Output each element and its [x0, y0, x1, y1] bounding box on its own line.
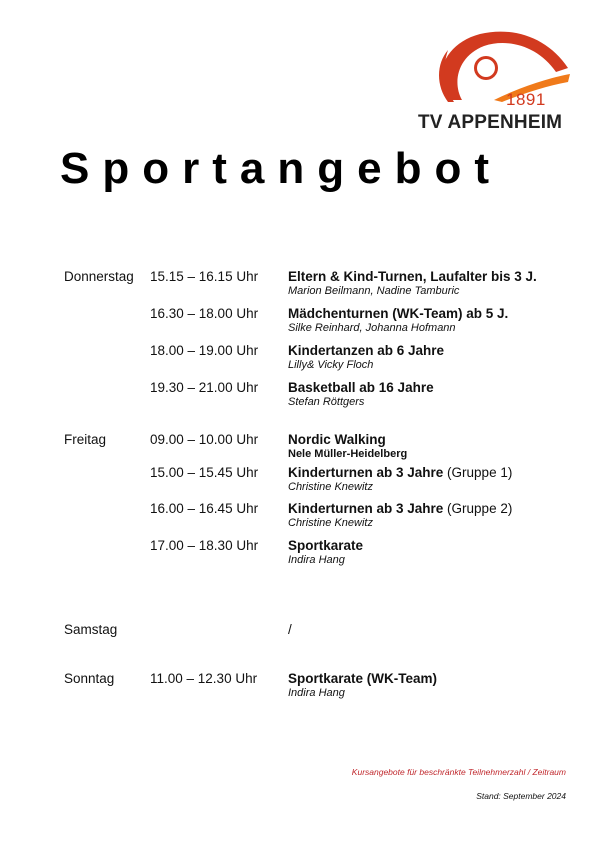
entry-course: Mädchenturnen (WK-Team) ab 5 J.	[288, 306, 509, 321]
entry-time: 16.30 – 18.00 Uhr	[150, 306, 259, 321]
day-label-freitag: Freitag	[64, 432, 107, 447]
entry-trainer: Silke Reinhard, Johanna Hofmann	[288, 322, 456, 334]
footer-stand-date: Stand: September 2024	[476, 791, 566, 801]
day-label-sonntag: Sonntag	[64, 671, 115, 686]
schedule-entry	[150, 380, 580, 414]
day-label-samstag: Samstag	[64, 622, 118, 637]
entry-time: 11.00 – 12.30 Uhr	[150, 671, 258, 686]
logo-year: 1891	[506, 90, 546, 109]
entry-course: Sportkarate (WK-Team)	[288, 671, 438, 686]
schedule-entry	[150, 671, 580, 705]
schedule-entry	[150, 538, 580, 572]
entry-course: Eltern & Kind-Turnen, Laufalter bis 3 J.	[288, 269, 537, 284]
logo-club-name: TV APPENHEIM	[418, 112, 563, 133]
footer-note: Kursangebote für beschränkte Teilnehmerzahl / Zeitraum	[351, 767, 566, 777]
entry-course: Kinderturnen ab 3 Jahre (Gruppe 1)	[288, 465, 513, 480]
logo-swoosh-icon	[418, 28, 578, 112]
entry-time: 09.00 – 10.00 Uhr	[150, 432, 259, 447]
entry-trainer: Stefan Röttgers	[288, 396, 365, 408]
entry-course: Basketball ab 16 Jahre	[288, 380, 434, 395]
entry-trainer: Christine Knewitz	[288, 517, 373, 529]
entry-trainer: Indira Hang	[288, 687, 345, 699]
entry-trainer: Christine Knewitz	[288, 481, 373, 493]
schedule-entry	[150, 465, 580, 499]
schedule-entry	[150, 432, 580, 466]
schedule-entry	[150, 501, 580, 535]
no-offer-marker: /	[288, 622, 292, 637]
schedule-entry	[150, 343, 580, 377]
entry-course: Kinderturnen ab 3 Jahre (Gruppe 2)	[288, 501, 513, 516]
entry-time: 19.30 – 21.00 Uhr	[150, 380, 259, 395]
day-label-donnerstag: Donnerstag	[64, 269, 134, 284]
entry-trainer: Marion Beilmann, Nadine Tamburic	[288, 285, 460, 297]
entry-course: Sportkarate	[288, 538, 364, 553]
schedule-entry	[150, 306, 580, 340]
entry-course: Kindertanzen ab 6 Jahre	[288, 343, 445, 358]
entry-trainer: Nele Müller-Heidelberg	[288, 448, 408, 460]
entry-time: 18.00 – 19.00 Uhr	[150, 343, 259, 358]
page-title: Sportangebot	[60, 144, 502, 193]
entry-time: 15.00 – 15.45 Uhr	[150, 465, 259, 480]
entry-trainer: Indira Hang	[288, 554, 345, 566]
entry-trainer: Lilly& Vicky Floch	[288, 359, 374, 371]
schedule-entry	[150, 269, 580, 303]
club-logo	[418, 28, 578, 136]
entry-time: 16.00 – 16.45 Uhr	[150, 501, 259, 516]
entry-time: 17.00 – 18.30 Uhr	[150, 538, 259, 553]
entry-time: 15.15 – 16.15 Uhr	[150, 269, 259, 284]
entry-course: Nordic Walking	[288, 432, 386, 447]
